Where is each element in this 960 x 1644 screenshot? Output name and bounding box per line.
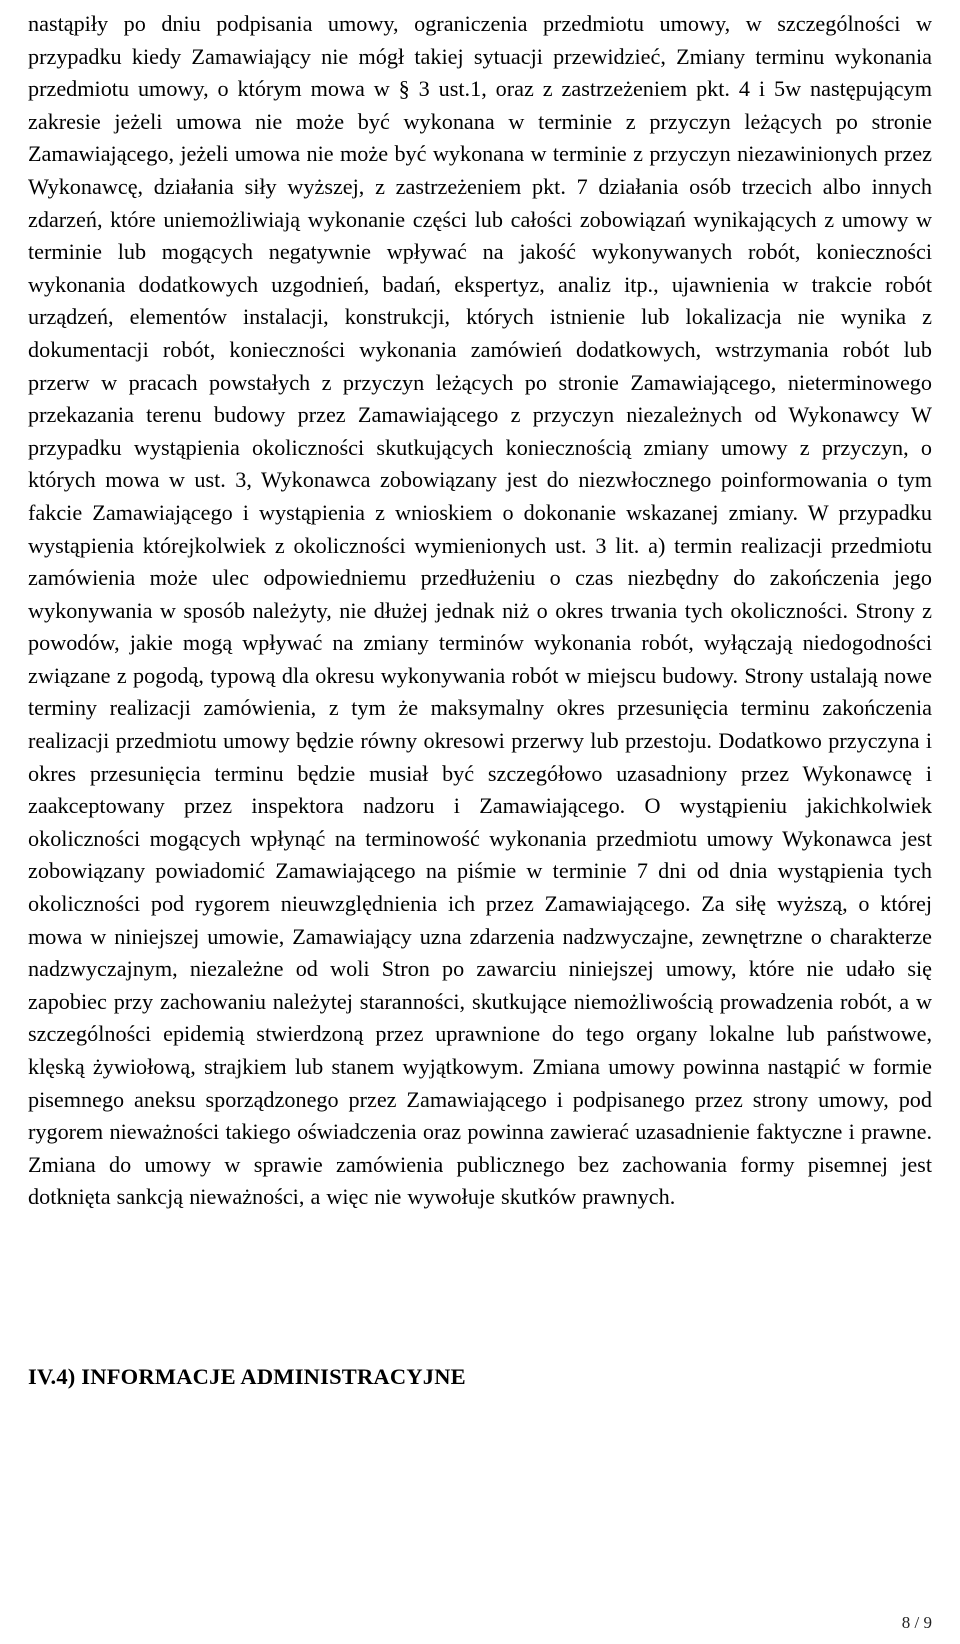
page-number: 8 / 9 [901,1613,932,1632]
body-paragraph: nastąpiły po dniu podpisania umowy, ograniczenia przedmiotu umowy, w szczególności w przypadku kiedy Zamawiający nie mógł takiej sytuacji przewidzieć, Zmiany terminu wykonania przedmiotu umowy, o którym mowa w § 3 ust.1, oraz z zastrzeżeniem pkt. 4 i 5w następującym zakresie jeżeli umowa nie może być wykonana w terminie z przyczyn leżących po stronie Zamawiającego, jeżeli umowa nie może być wykonana w terminie z przyczyn niezawinionych przez Wykonawcę, działania siły wyższej, z zastrzeżeniem pkt. 7 działania osób trzecich albo innych zdarzeń, które uniemożliwiają wykonanie części lub całości zobowiązań wynikających z umowy w terminie lub mogących negatywnie wpływać na jakość wykonywanych robót, konieczności wykonania dodatkowych uzgodnień, badań, ekspertyz, analiz itp., ujawnienia w trakcie robót urządzeń, elementów instalacji, konstrukcji, których istnienie lub lokalizacja nie wynika z dokumentacji robót, konieczności wykonania zamówień dodatkowych, wstrzymania robót lub przerw w pracach powstałych z przyczyn leżących po stronie Zamawiającego, nieterminowego przekazania terenu budowy przez Zamawiającego z przyczyn niezależnych od Wykonawcy W przypadku wystąpienia okoliczności skutkujących koniecznością zmiany umowy z przyczyn, o których mowa w ust. 3, Wykonawca zobowiązany jest do niezwłocznego poinformowania o tym fakcie Zamawiającego i wystąpienia z wnioskiem o dokonanie wskazanej zmiany. W przypadku wystąpienia którejkolwiek z okoliczności wymienionych ust. 3 lit. a) termin realizacji przedmiotu zamówienia może ulec odpowiedniemu przedłużeniu o czas niezbędny do zakończenia jego wykonywania w sposób należyty, nie dłużej jednak niż o okres trwania tych okoliczności. Strony z powodów, jakie mogą wpływać na zmiany terminów wykonania robót, wyłączają niedogodności związane z pogodą, typową dla okresu wykonywania robót w miejscu budowy. Strony ustalają nowe terminy realizacji zamówienia, z tym że maksymalny okres przesunięcia terminu zakończenia realizacji przedmiotu umowy będzie równy okresowi przerwy lub przestoju. Dodatkowo przyczyna i okres przesunięcia terminu będzie musiał być szczegółowo uzasadniony przez Wykonawcę i zaakceptowany przez inspektora nadzoru i Zamawiającego. O wystąpieniu jakichkolwiek okoliczności mogących wpłynąć na terminowość wykonania przedmiotu umowy Wykonawca jest zobowiązany powiadomić Zamawiającego na piśmie w terminie 7 dni od dnia wystąpienia tych okoliczności pod rygorem nieuwzględnienia ich przez Zamawiającego. Za siłę wyższą, o której mowa w niniejszej umowie, Zamawiający uzna zdarzenia nadzwyczajne, zewnętrzne o charakterze nadzwyczajnym, niezależne od woli Stron po zawarciu niniejszej umowy, które nie udało się zapobiec przy zachowaniu należytej staranności, skutkujące niemożliwością prowadzenia robót, a w szczególności epidemią stwierdzoną przez uprawnione do tego organy lokalne lub państwowe, klęską żywiołową, strajkiem lub stanem wyjątkowym. Zmiana umowy powinna nastąpić w formie pisemnego aneksu sporządzonego przez Zamawiającego i podpisanego przez strony umowy, pod rygorem nieważności takiego oświadczenia oraz powinna zawierać uzasadnienie faktyczne i prawne. Zmiana do umowy w sprawie zamówienia publicznego bez zachowania formy pisemnej jest dotknięta sankcją nieważności, a więc nie wywołuje skutków prawnych. [28,11,932,1210]
document-body [28,8,932,1214]
section-heading: IV.4) INFORMACJE ADMINISTRACYJNE [28,1364,466,1389]
